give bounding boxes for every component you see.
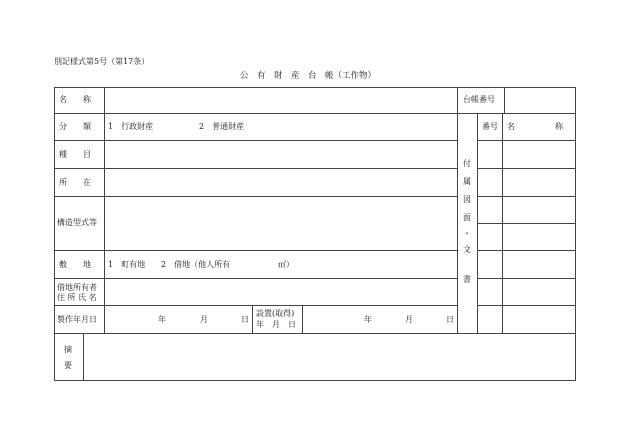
made-month: 月 (200, 315, 208, 324)
row-line (54, 196, 457, 197)
label-made-date: 製作年月日 (57, 315, 97, 324)
made-day: 日 (241, 315, 249, 324)
grid-line (477, 278, 576, 279)
grid-line (477, 196, 576, 197)
row-line (54, 333, 576, 334)
frame-bottom (54, 380, 576, 381)
made-year: 年 (158, 315, 166, 324)
site-option-2: 2 借地（他人所有 (161, 260, 231, 269)
attached-char: 図 (463, 195, 471, 204)
label-site: 敷 地 (59, 260, 91, 269)
attached-char: 属 (463, 177, 471, 186)
frame-left (54, 87, 55, 381)
row-line (54, 278, 457, 279)
install-day: 日 (446, 315, 454, 324)
label-install-1: 設置(取得) (256, 309, 295, 318)
label-divider (104, 87, 105, 334)
row-line (54, 168, 457, 169)
section-divider (457, 87, 458, 334)
ledger-number-label: 台帳番号 (463, 95, 495, 104)
grid-line (477, 305, 576, 306)
attached-char: ・ (463, 229, 471, 238)
ledger-bottom (457, 113, 576, 114)
row-line (54, 305, 457, 306)
label-lessor-2: 住 所 氏 名 (57, 293, 97, 302)
attached-char: 書 (463, 275, 471, 284)
date-divider (252, 305, 253, 333)
date-divider (302, 305, 303, 333)
ledger-divider (504, 87, 505, 113)
form-id: 別記様式第5号（第17条） (54, 57, 150, 66)
page-title: 公 有 財 産 台 帳（工作物） (240, 71, 377, 81)
grid-line (477, 140, 576, 141)
label-location: 所 在 (59, 178, 91, 187)
label-name: 名 称 (59, 95, 91, 104)
grid-line (477, 168, 576, 169)
number-header: 番号 (482, 122, 498, 131)
label-remarks-1: 摘 (64, 345, 72, 354)
label-remarks-2: 要 (64, 361, 72, 370)
grid-line (477, 223, 576, 224)
frame-top (54, 87, 576, 88)
row-line (54, 140, 457, 141)
grid-line (477, 250, 576, 251)
category-option-2: 2 普通財産 (199, 122, 245, 131)
row-line (54, 113, 457, 114)
label-category: 分 類 (59, 122, 91, 131)
attached-char: 文 (463, 245, 471, 254)
install-month: 月 (405, 315, 413, 324)
remarks-divider (83, 333, 84, 381)
row-line (54, 250, 457, 251)
label-lessor-1: 借地所有者 (57, 283, 97, 292)
install-year: 年 (364, 315, 372, 324)
site-option-1: 1 町有地 (108, 260, 146, 269)
site-unit: ㎡） (278, 260, 294, 269)
label-install-2: 年 月 日 (256, 320, 296, 329)
category-option-1: 1 行政財産 (108, 122, 154, 131)
attached-char: 付 (463, 159, 471, 168)
label-type: 種 目 (59, 150, 91, 159)
attached-char: 面 (463, 213, 471, 222)
frame-right (575, 87, 576, 381)
label-structure: 構造型式等 (57, 218, 97, 227)
name-header: 名 称 (507, 122, 563, 131)
